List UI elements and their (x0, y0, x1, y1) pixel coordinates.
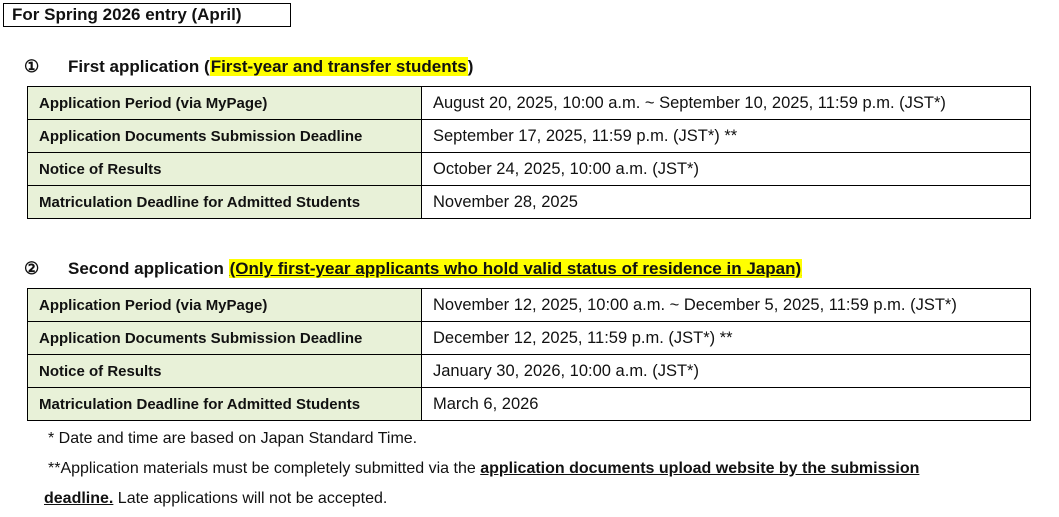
row-label: Application Documents Submission Deadline (28, 322, 422, 355)
row-label: Matriculation Deadline for Admitted Students (28, 388, 422, 421)
row-value: March 6, 2026 (422, 388, 1031, 421)
second-application-title (24, 257, 802, 281)
table-row (28, 355, 1031, 388)
upload-website-link[interactable]: application documents upload website by the submission (480, 460, 920, 477)
table-row (28, 322, 1031, 355)
submission-note (48, 458, 919, 480)
deadline-link[interactable]: deadline. (44, 490, 114, 507)
row-value: September 17, 2025, 11:59 p.m. (JST*) ** (422, 120, 1031, 153)
table-row (28, 87, 1031, 120)
table-row (28, 120, 1031, 153)
row-value: December 12, 2025, 11:59 p.m. (JST*) ** (422, 322, 1031, 355)
row-label: Application Period (via MyPage) (28, 87, 422, 120)
late-applications-text: Late applications will not be accepted. (113, 490, 388, 507)
table-row (28, 388, 1031, 421)
row-label: Application Documents Submission Deadline (28, 120, 422, 153)
circled-number-two: ② (24, 259, 40, 278)
row-label: Matriculation Deadline for Admitted Students (28, 186, 422, 219)
row-value: October 24, 2025, 10:00 a.m. (JST*) (422, 153, 1031, 186)
row-value: August 20, 2025, 10:00 a.m. ~ September 10, 2025, 11:59 p.m. (JST*) (422, 87, 1031, 120)
deadline-note (44, 488, 387, 510)
row-label: Notice of Results (28, 153, 422, 186)
row-value: January 30, 2026, 10:00 a.m. (JST*) (422, 355, 1031, 388)
second-application-schedule-table (27, 288, 1031, 421)
jst-note: * Date and time are based on Japan Standard Time. (48, 430, 418, 447)
submission-note-prefix: **Application materials must be completely submitted via the (48, 460, 481, 477)
first-application-title-text: First application ( (68, 57, 210, 76)
row-value: November 28, 2025 (422, 186, 1031, 219)
circled-number-one: ① (24, 57, 40, 76)
row-label: Application Period (via MyPage) (28, 289, 422, 322)
table-row (28, 289, 1031, 322)
second-application-highlight: (Only first-year applicants who hold valid status of residence in Japan) (229, 259, 802, 278)
first-application-highlight: First-year and transfer students (210, 57, 467, 76)
row-label: Notice of Results (28, 355, 422, 388)
table-row (28, 186, 1031, 219)
second-application-title-text: Second application (68, 259, 229, 278)
first-application-schedule-table (27, 86, 1031, 219)
table-row (28, 153, 1031, 186)
first-application-title-close: ) (467, 57, 474, 76)
row-value: November 12, 2025, 10:00 a.m. ~ December 5, 2025, 11:59 p.m. (JST*) (422, 289, 1031, 322)
first-application-title (24, 55, 473, 79)
entry-heading: For Spring 2026 entry (April) (3, 3, 291, 27)
